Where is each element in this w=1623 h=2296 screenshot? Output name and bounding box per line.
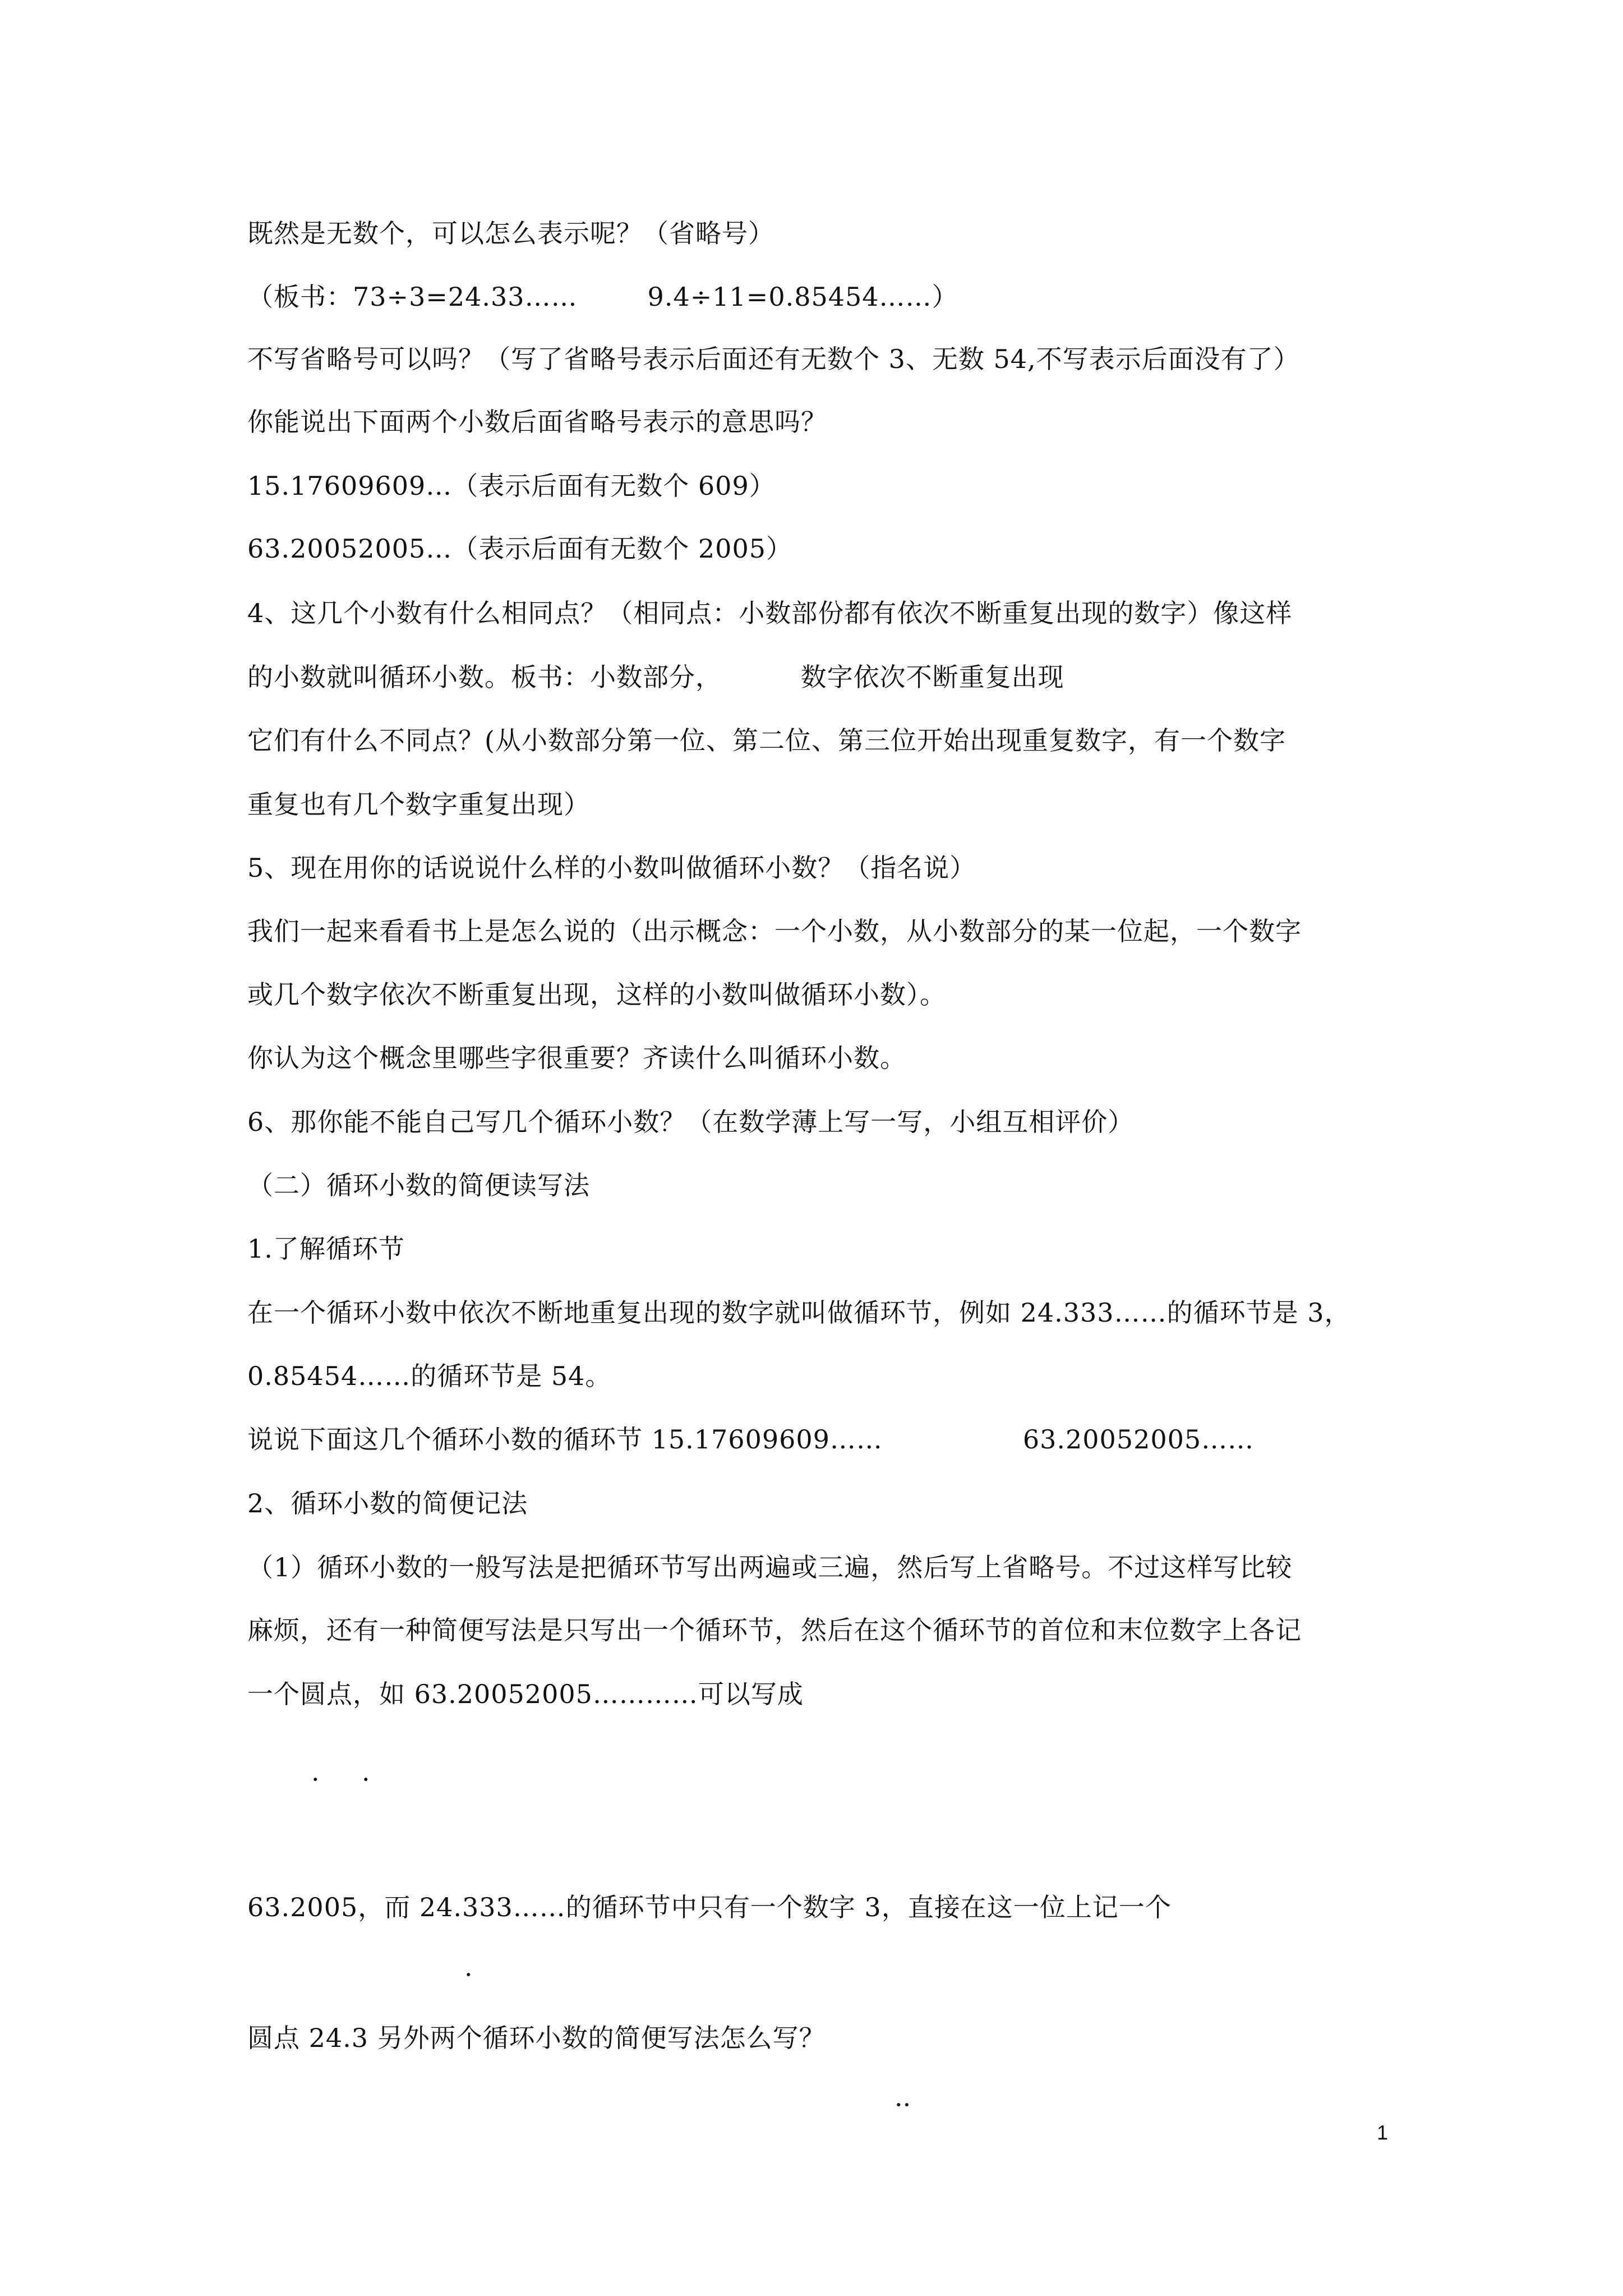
text-line: （1）循环小数的一般写法是把循环节写出两遍或三遍，然后写上省略号。不过这样写比较: [247, 1552, 1293, 1582]
page-number: 1: [1377, 2121, 1389, 2144]
recurring-dot-mark: ·: [464, 1959, 473, 1990]
text-line: 15.17609609…（表示后面有无数个 609）: [247, 471, 776, 501]
text-line: （板书：73÷3=24.33…… 9.4÷11=0.85454……）: [247, 282, 958, 312]
text-line: 63.2005，而 24.333……的循环节中只有一个数字 3，直接在这一位上记一个: [247, 1892, 1172, 1922]
recurring-dot-mark: ··: [895, 2090, 911, 2120]
text-line: 4、这几个小数有什么相同点？（相同点：小数部份都有依次不断重复出现的数字）像这样: [247, 598, 1293, 628]
text-line: 或几个数字依次不断重复出现，这样的小数叫做循环小数）。: [247, 979, 946, 1010]
text-line: 圆点 24.3 另外两个循环小数的简便写法怎么写？: [247, 2023, 826, 2053]
text-line: 0.85454……的循环节是 54。: [247, 1361, 612, 1391]
text-line: 不写省略号可以吗？（写了省略号表示后面还有无数个 3、无数 54,不写表示后面没有了）: [247, 344, 1300, 374]
text-line: 在一个循环小数中依次不断地重复出现的数字就叫做循环节，例如 24.333……的循环节是 3，: [247, 1297, 1351, 1328]
text-line: 2、循环小数的简便记法: [247, 1488, 528, 1519]
recurring-dot-mark: ·: [362, 1764, 370, 1795]
text-line: 一个圆点，如 63.20052005…………可以写成: [247, 1679, 804, 1709]
text-line: （二）循环小数的简便读写法: [247, 1170, 590, 1200]
recurring-dot-mark: ·: [311, 1764, 320, 1795]
text-line: 它们有什么不同点？(从小数部分第一位、第二位、第三位开始出现重复数字，有一个数字: [247, 725, 1286, 756]
text-line: 重复也有几个数字重复出现）: [247, 789, 590, 820]
text-line: 5、现在用你的话说说什么样的小数叫做循环小数？（指名说）: [247, 853, 976, 883]
text-line: 1.了解循环节: [247, 1234, 405, 1264]
text-line: 你认为这个概念里哪些字很重要？齐读什么叫循环小数。: [247, 1043, 906, 1073]
text-line: 说说下面这几个循环小数的循环节 15.17609609…… 63.20052005……: [247, 1424, 1255, 1455]
text-line: 你能说出下面两个小数后面省略号表示的意思吗？: [247, 407, 827, 437]
text-line: 麻烦，还有一种简便写法是只写出一个循环节，然后在这个循环节的首位和末位数字上各记: [247, 1615, 1302, 1645]
text-line: 我们一起来看看书上是怎么说的（出示概念：一个小数，从小数部分的某一位起，一个数字: [247, 916, 1302, 946]
text-line: 6、那你能不能自己写几个循环小数？（在数学薄上写一写，小组互相评价）: [247, 1107, 1135, 1137]
text-line: 既然是无数个，可以怎么表示呢？（省略号）: [247, 218, 774, 249]
text-line: 63.20052005…（表示后面有无数个 2005）: [247, 533, 792, 564]
text-line: 的小数就叫循环小数。板书：小数部分， 数字依次不断重复出现: [247, 662, 1064, 692]
